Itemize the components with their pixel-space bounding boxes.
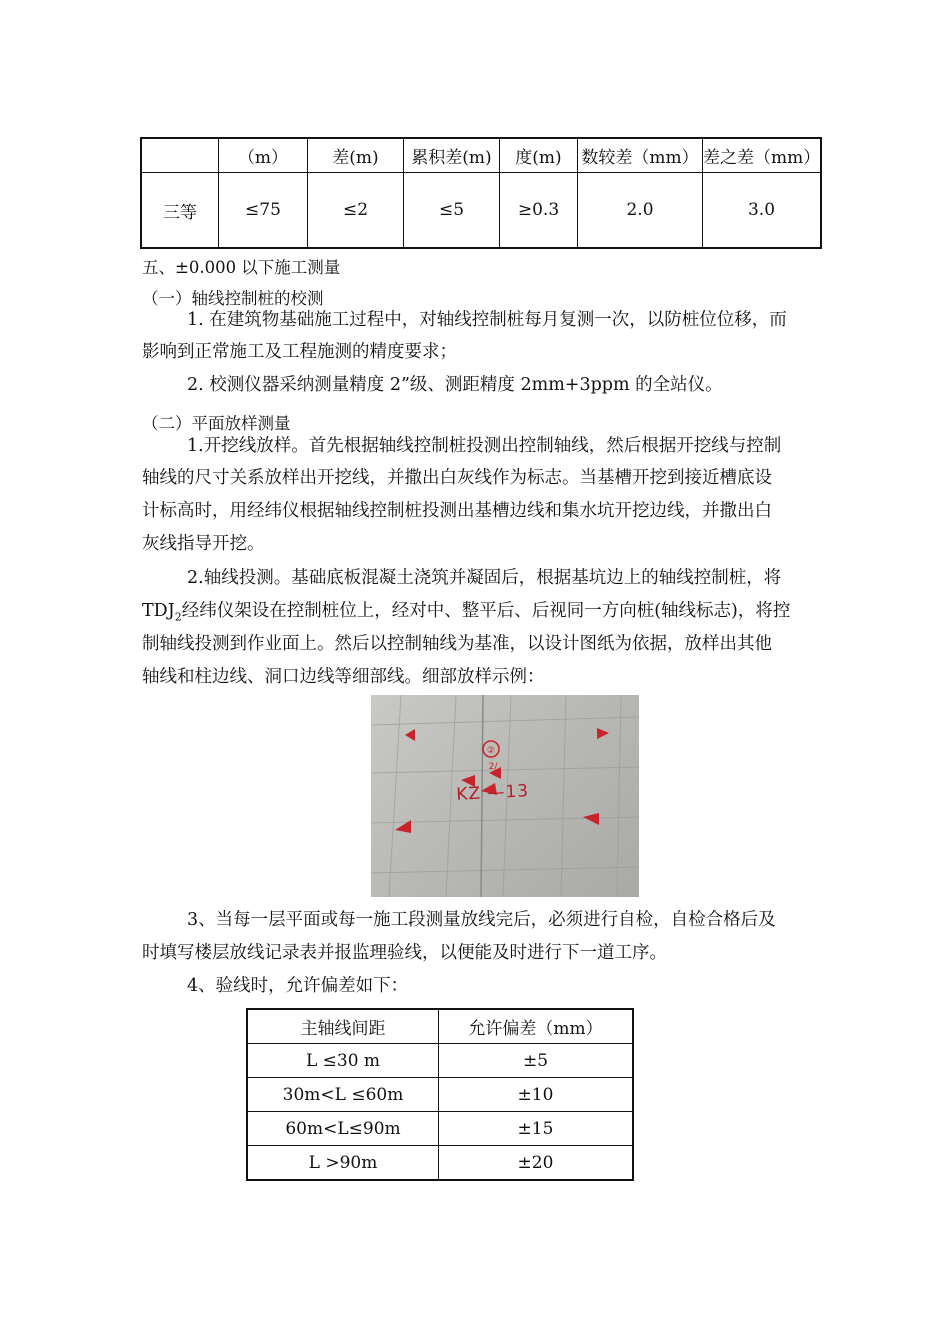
paragraph-line: 4、验线时，允许偏差如下：	[187, 976, 409, 996]
table-cell: 数较差（mm）	[578, 138, 703, 173]
instrument-name: TDJ	[142, 601, 175, 621]
instrument-subscript: 2	[174, 610, 182, 624]
subsection-title: （一）轴线控制桩的校测	[142, 289, 324, 308]
table-cell: 60m<L≤90m	[247, 1112, 439, 1146]
table-cell: 度(m)	[500, 138, 578, 173]
table-cell: ±10	[439, 1078, 634, 1112]
paragraph-line: 轴线的尺寸关系放样出开挖线，并撒出白灰线作为标志。当基槽开挖到接近槽底设	[142, 468, 772, 488]
paragraph-line: 轴线和柱边线、洞口边线等细部线。细部放样示例：	[142, 667, 545, 687]
table-cell: 允许偏差（mm）	[439, 1009, 634, 1044]
red-triangle-marks	[395, 728, 609, 833]
table-cell: 30m<L ≤60m	[247, 1078, 439, 1112]
table-cell: L >90m	[247, 1146, 439, 1181]
paragraph-line: 灰线指导开挖。	[142, 534, 265, 554]
table-row	[247, 1146, 633, 1181]
paragraph-line: 3、当每一层平面或每一施工段测量放线完后，必须进行自检，自检合格后及	[187, 910, 776, 930]
table-cell: 累积差(m)	[404, 138, 500, 173]
table-header-row	[141, 138, 821, 173]
table-cell: ±15	[439, 1112, 634, 1146]
subsection-title: （二）平面放样测量	[142, 414, 291, 433]
paragraph-line: 1. 在建筑物基础施工过程中，对轴线控制桩每月复测一次，以防桩位位移，而	[187, 310, 787, 330]
table-cell: 差(m)	[308, 138, 404, 173]
table-cell: ≤75	[219, 173, 308, 249]
column-mark-text: KZ —13	[455, 781, 530, 805]
axis-tolerance-table	[246, 1008, 634, 1181]
table-cell: ≤5	[404, 173, 500, 249]
paragraph-line: 影响到正常施工及工程施测的精度要求；	[142, 342, 457, 362]
paragraph-line: 1.开挖线放样。首先根据轴线控制桩投测出控制轴线，然后根据开挖线与控制	[187, 436, 782, 456]
photo-drawing	[371, 695, 639, 897]
circle-sub-text: 2/	[488, 762, 498, 772]
table-cell: （m）	[219, 138, 308, 173]
table-cell: 主轴线间距	[247, 1009, 439, 1044]
paragraph-line: 时填写楼层放线记录表并报监理验线，以便能及时进行下一道工序。	[142, 943, 667, 963]
table-row	[141, 173, 821, 249]
table-cell: ≤2	[308, 173, 404, 249]
table-row	[247, 1078, 633, 1112]
table-cell: 2.0	[578, 173, 703, 249]
table-cell	[141, 138, 219, 173]
table-row	[247, 1044, 633, 1078]
table-row	[247, 1112, 633, 1146]
table-cell: 3.0	[703, 173, 822, 249]
paragraph-line: 计标高时，用经纬仪根据轴线控制桩投测出基槽边线和集水坑开挖边线，并撒出白	[142, 501, 772, 521]
paragraph-text: 经纬仪架设在控制桩位上，经对中、整平后、后视同一方向桩(轴线标志)，将控	[181, 601, 791, 621]
layout-example-photo	[371, 695, 639, 897]
table-cell: L ≤30 m	[247, 1044, 439, 1078]
table-header-row	[247, 1009, 633, 1044]
table-cell: 差之差（mm）	[703, 138, 822, 173]
paragraph-line: 2. 校测仪器采纳测量精度 2”级、测距精度 2mm+3ppm 的全站仪。	[187, 375, 723, 395]
paragraph-line: 制轴线投测到作业面上。然后以控制轴线为基准，以设计图纸为依据，放样出其他	[142, 634, 772, 654]
circle-mark-text: ②	[486, 746, 496, 756]
table-cell: ±5	[439, 1044, 634, 1078]
table-cell: 三等	[141, 173, 219, 249]
tolerance-table-top	[140, 137, 822, 249]
paragraph-line	[142, 599, 790, 630]
table-cell: ±20	[439, 1146, 634, 1181]
table-cell: ≥0.3	[500, 173, 578, 249]
section-title: 五、±0.000 以下施工测量	[142, 258, 341, 277]
paragraph-line: 2.轴线投测。基础底板混凝土浇筑并凝固后，根据基坑边上的轴线控制桩，将	[187, 568, 782, 588]
